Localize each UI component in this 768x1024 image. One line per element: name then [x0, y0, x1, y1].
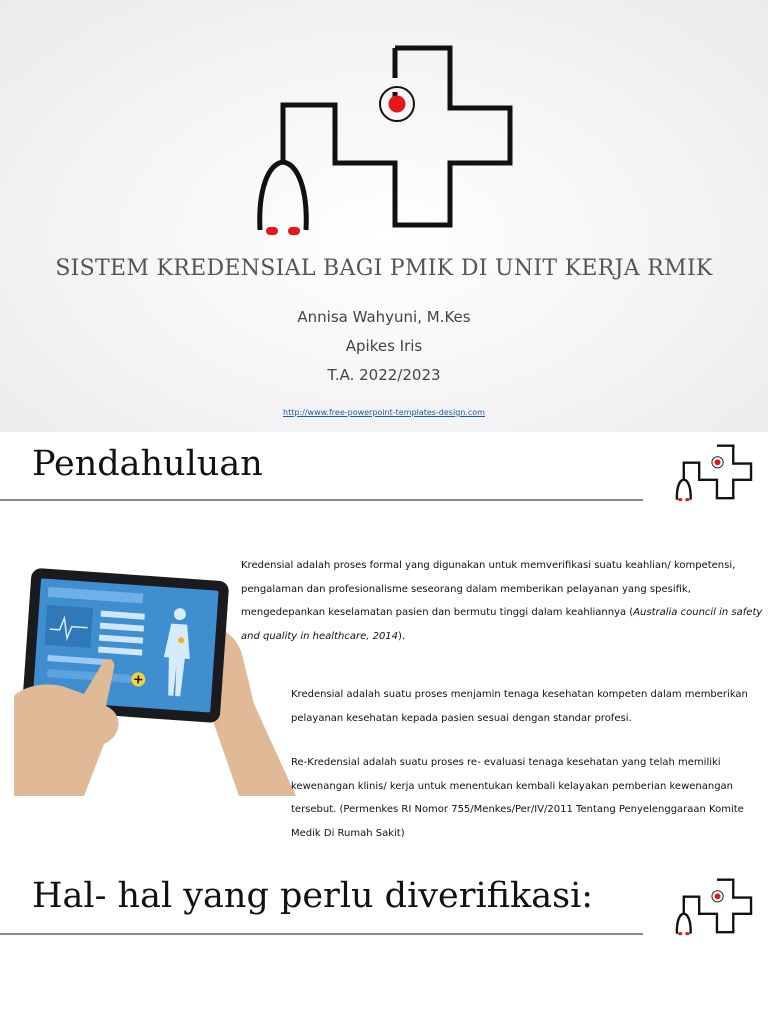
- paragraph-credential-purpose: Kredensial adalah suatu proses menjamin tenaga kesehatan kompeten dalam memberikan pelayanan kesehatan kepada pasien sesuai dengan standar profesi.: [291, 689, 748, 724]
- stethoscope-cross-logo-icon: [674, 440, 754, 506]
- heading-divider: [0, 933, 643, 935]
- slide-heading: Pendahuluan: [32, 444, 263, 484]
- stethoscope-cross-logo-icon: [250, 40, 520, 240]
- introduction-slide: [0, 432, 768, 864]
- title-slide: [0, 0, 768, 432]
- academic-year: T.A. 2022/2023: [327, 366, 441, 384]
- paragraph-end: ).: [398, 630, 406, 642]
- paragraph-recredential: Re-Kredensial adalah suatu proses re- evaluasi tenaga kesehatan yang telah memiliki kewenangan klinis/ kerja untuk menentukan kembali kelayakan pemberian kewenangan tersebut. (Permenkes RI Nomor 755/Menkes/Per/IV/2011 Tentang Penyelenggaraan Komite Medik Di Rumah Sakit): [291, 757, 744, 839]
- paragraph-text: Kredensial adalah proses formal yang digunakan untuk memverifikasi suatu keahlian/ kompetensi, pengalaman dan profesionalisme seseorang dalam memberikan pelayanan yang spesifik, mengedepankan keselamatan pasien dan bermutu tinggi dalam keahliannya (: [241, 560, 736, 618]
- institution-name: Apikes Iris: [345, 337, 423, 355]
- template-link[interactable]: http://www.free-powerpoint-templates-design.com: [283, 408, 485, 417]
- slide-heading: Hal- hal yang perlu diverifikasi:: [32, 876, 594, 916]
- paragraph-definition-credential: [241, 554, 766, 648]
- verification-slide: [0, 864, 768, 1024]
- citation: Australia council in safety and quality in healthcare, 2014: [241, 607, 763, 642]
- author-name: Annisa Wahyuni, M.Kes: [297, 308, 471, 326]
- heading-divider: [0, 499, 643, 501]
- stethoscope-cross-logo-icon: [674, 874, 754, 940]
- presentation-title: SISTEM KREDENSIAL BAGI PMIK DI UNIT KERJA RMIK: [55, 256, 713, 281]
